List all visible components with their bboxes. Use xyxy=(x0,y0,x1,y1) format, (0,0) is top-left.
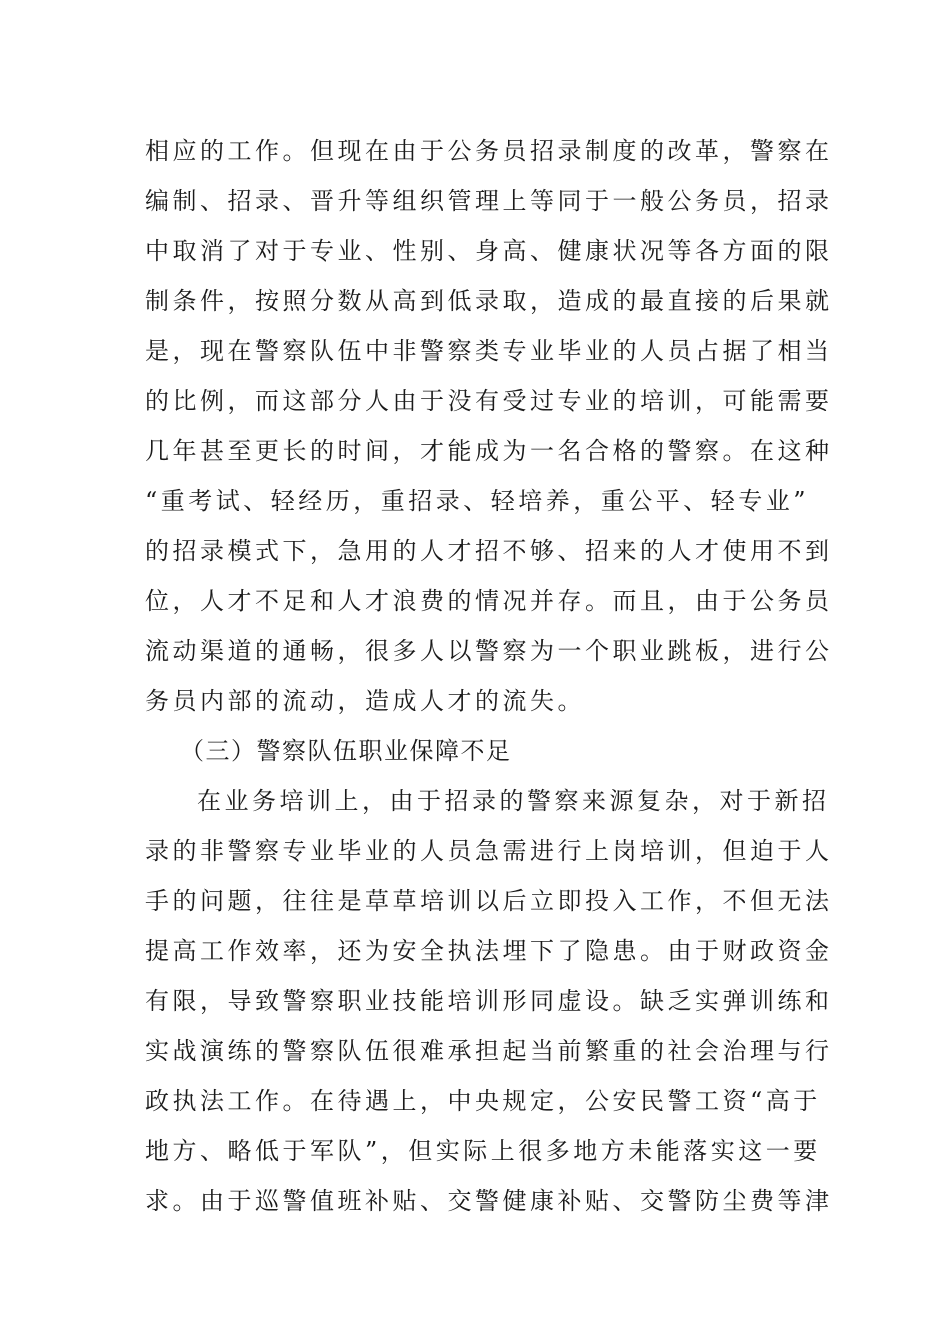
text-line: 务员内部的流动，造成人才的流失。 xyxy=(145,687,585,715)
text-line: 编制、招录、晋升等组织管理上等同于一般公务员，招录 xyxy=(145,187,833,215)
text-line: 的比例，而这部分人由于没有受过专业的培训，可能需要 xyxy=(145,387,833,415)
paragraph-training xyxy=(145,776,833,1226)
text-line: 政执法工作。在待遇上，中央规定，公安民警工资“高于 xyxy=(145,1087,821,1115)
text-line: 相应的工作。但现在由于公务员招录制度的改革，警察在 xyxy=(145,137,833,165)
text-line: 录的非警察专业毕业的人员急需进行上岗培训，但迫于人 xyxy=(145,837,833,865)
text-line: 位，人才不足和人才浪费的情况并存。而且，由于公务员 xyxy=(145,587,833,615)
paragraph-continuation xyxy=(145,126,833,726)
text-line: 中取消了对于专业、性别、身高、健康状况等各方面的限 xyxy=(145,237,833,265)
text-line: 在业务培训上，由于招录的警察来源复杂，对于新招 xyxy=(197,787,830,815)
text-line: 的招录模式下，急用的人才招不够、招来的人才使用不到 xyxy=(145,537,833,565)
text-line: 制条件，按照分数从高到低录取，造成的最直接的后果就 xyxy=(145,287,833,315)
document-body xyxy=(145,126,833,1226)
text-line: 求。由于巡警值班补贴、交警健康补贴、交警防尘费等津 xyxy=(145,1187,833,1215)
text-line: 提高工作效率，还为安全执法埋下了隐患。由于财政资金 xyxy=(145,937,833,965)
text-line: 实战演练的警察队伍很难承担起当前繁重的社会治理与行 xyxy=(145,1037,833,1065)
text-line: 几年甚至更长的时间，才能成为一名合格的警察。在这种 xyxy=(145,437,833,465)
text-line: 是，现在警察队伍中非警察类专业毕业的人员占据了相当 xyxy=(145,337,833,365)
text-line: 手的问题，往往是草草培训以后立即投入工作，不但无法 xyxy=(145,887,833,915)
text-line: 有限，导致警察职业技能培训形同虚设。缺乏实弹训练和 xyxy=(145,987,833,1015)
section-heading: （三）警察队伍职业保障不足 xyxy=(180,737,512,765)
text-line: “重考试、轻经历，重招录、轻培养，重公平、轻专业” xyxy=(145,487,810,515)
text-line: 地方、略低于军队”，但实际上很多地方未能落实这一要 xyxy=(145,1137,821,1165)
text-line: 流动渠道的通畅，很多人以警察为一个职业跳板，进行公 xyxy=(145,637,833,665)
